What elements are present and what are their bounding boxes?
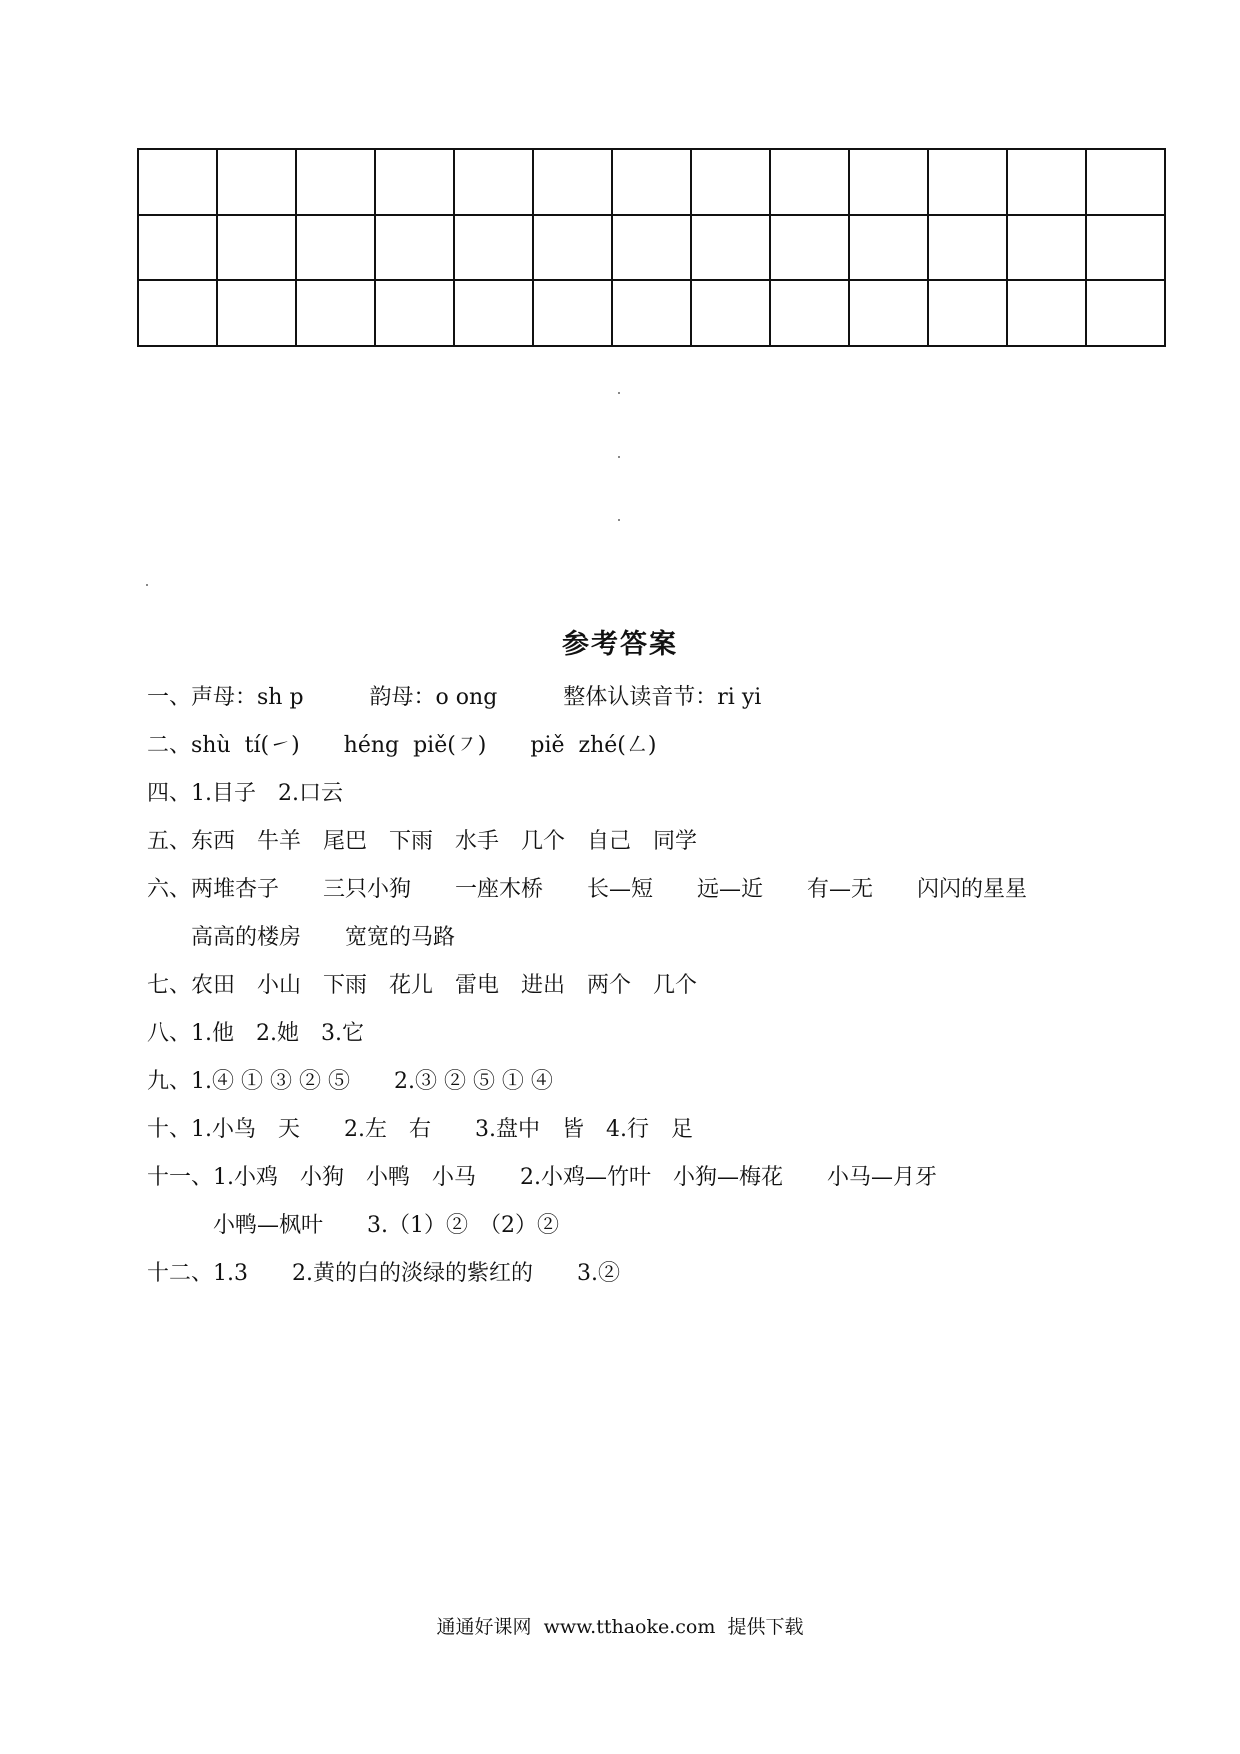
- grid-cell: [612, 149, 691, 215]
- grid-cell: [375, 280, 454, 346]
- grid-cell: [770, 149, 849, 215]
- grid-row: [138, 215, 1165, 281]
- grid-cell: [533, 280, 612, 346]
- grid-cell: [138, 280, 217, 346]
- grid-cell: [138, 149, 217, 215]
- answer-line-1: 一、声母：sh p 韵母：o ong 整体认读音节：ri yi: [147, 685, 762, 710]
- grid-cell: [1086, 280, 1165, 346]
- answer-line-5: 五、东西 牛羊 尾巴 下雨 水手 几个 自己 同学: [147, 829, 698, 854]
- grid-cell: [691, 280, 770, 346]
- answer-key-title: 参考答案: [562, 629, 678, 660]
- grid-cell: [217, 149, 296, 215]
- grid-cell: [770, 280, 849, 346]
- grid-cell: [612, 280, 691, 346]
- grid-cell: [454, 280, 533, 346]
- answer-line-11-cont: 小鸭—枫叶 3.（1）② （2）②: [147, 1213, 559, 1238]
- grid-cell: [296, 215, 375, 281]
- grid-cell: [1086, 215, 1165, 281]
- grid-row: [138, 149, 1165, 215]
- grid-cell: [296, 280, 375, 346]
- stray-dot: [618, 456, 620, 458]
- grid-cell: [928, 280, 1007, 346]
- grid-cell: [849, 280, 928, 346]
- writing-grid: [137, 148, 1166, 347]
- grid-cell: [612, 215, 691, 281]
- grid-cell: [217, 280, 296, 346]
- grid-cell: [691, 149, 770, 215]
- grid-cell: [1007, 215, 1086, 281]
- answer-line-8: 八、1.他 2.她 3.它: [147, 1021, 364, 1046]
- grid-cell: [1086, 149, 1165, 215]
- grid-cell: [138, 215, 217, 281]
- grid-cell: [849, 149, 928, 215]
- grid-row: [138, 280, 1165, 346]
- grid-cell: [375, 215, 454, 281]
- stray-dot: [618, 519, 620, 521]
- grid-cell: [770, 215, 849, 281]
- answer-line-6: 六、两堆杏子 三只小狗 一座木桥 长—短 远—近 有—无 闪闪的星星: [147, 877, 1028, 902]
- grid-cell: [375, 149, 454, 215]
- grid-cell: [928, 215, 1007, 281]
- grid-cell: [1007, 280, 1086, 346]
- answer-line-6-cont: 高高的楼房 宽宽的马路: [147, 925, 456, 950]
- grid-cell: [1007, 149, 1086, 215]
- answer-line-9: 九、1.④ ① ③ ② ⑤ 2.③ ② ⑤ ① ④: [147, 1069, 553, 1094]
- answer-line-10: 十、1.小鸟 天 2.左 右 3.盘中 皆 4.行 足: [147, 1117, 693, 1142]
- answer-line-2: 二、shù tí(㇀) héng piě(㇇) piě zhé(㇜): [147, 733, 657, 758]
- grid-cell: [691, 215, 770, 281]
- grid-cell: [928, 149, 1007, 215]
- grid-cell: [296, 149, 375, 215]
- grid-cell: [533, 215, 612, 281]
- grid-cell: [849, 215, 928, 281]
- answer-line-11: 十一、1.小鸡 小狗 小鸭 小马 2.小鸡—竹叶 小狗—梅花 小马—月牙: [147, 1165, 937, 1190]
- grid-cell: [533, 149, 612, 215]
- answer-line-4: 四、1.目子 2.口云: [147, 781, 343, 806]
- answer-line-7: 七、农田 小山 下雨 花儿 雷电 进出 两个 几个: [147, 973, 698, 998]
- grid-cell: [454, 215, 533, 281]
- answer-line-12: 十二、1.3 2.黄的白的淡绿的紫红的 3.②: [147, 1261, 620, 1286]
- grid-cell: [217, 215, 296, 281]
- stray-dot: [146, 584, 148, 586]
- grid-cell: [454, 149, 533, 215]
- footer-source: 通通好课网 www.tthaoke.com 提供下载: [436, 1616, 804, 1638]
- stray-dot: [618, 392, 620, 394]
